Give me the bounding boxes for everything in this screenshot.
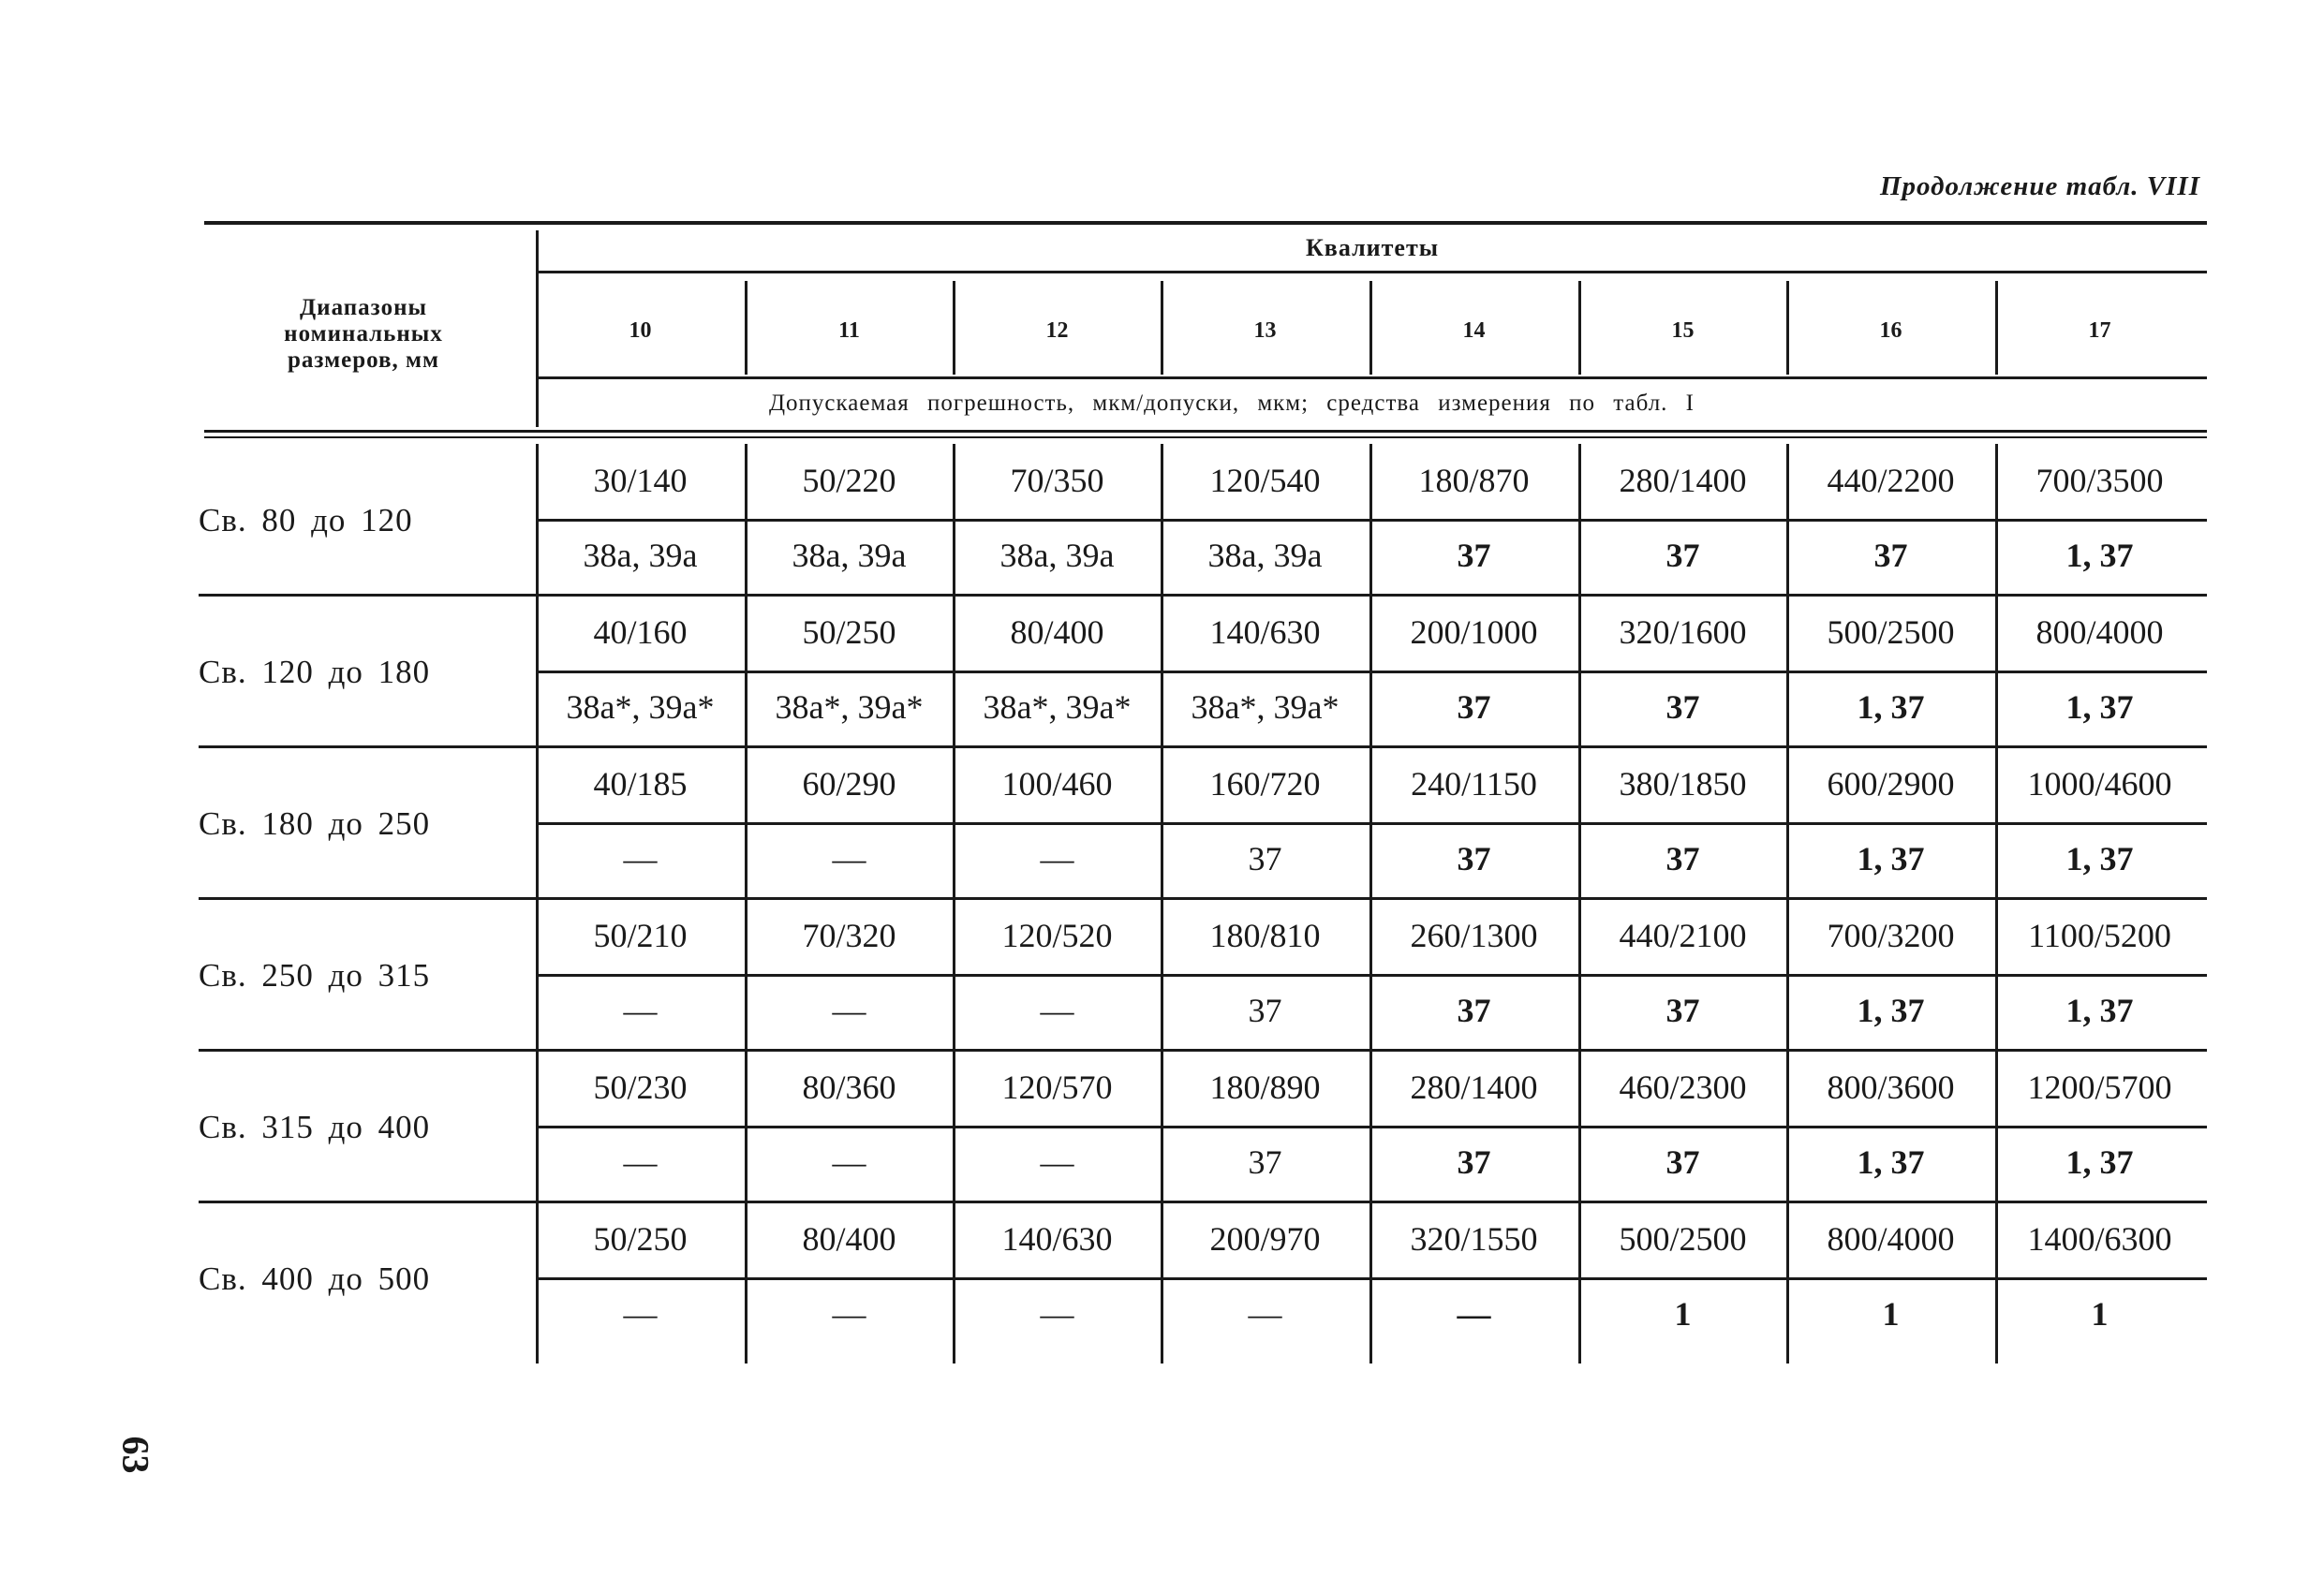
tolerance-cell: 600/2900 — [1827, 765, 1955, 803]
measuring-tool-cell: — — [1457, 1295, 1491, 1333]
tolerance-cell: 30/140 — [593, 462, 688, 499]
range-header-line-1: Диапазоны — [299, 295, 427, 320]
page-number: 63 — [114, 1436, 157, 1474]
measuring-tool-cell: — — [623, 992, 658, 1029]
quality-number-12: 12 — [1045, 318, 1069, 343]
measuring-tool-cell: 1, 37 — [2065, 992, 2134, 1029]
measuring-tool-cell: — — [1040, 992, 1074, 1029]
row-mid-separator — [539, 1126, 2207, 1128]
quality-number-17: 17 — [2088, 318, 2111, 343]
measuring-tool-cell: 37 — [1665, 840, 1700, 877]
measuring-tool-cell: 37 — [1665, 992, 1700, 1029]
tolerance-cell: 50/230 — [593, 1069, 688, 1106]
table-continuation-title: Продолжение табл. VIII — [1879, 171, 2200, 201]
quality-numbers-rule — [539, 376, 2207, 379]
measuring-tool-cell: — — [832, 1295, 866, 1333]
tolerance-cell: 140/630 — [1209, 613, 1321, 651]
tolerance-cell: 160/720 — [1209, 765, 1321, 803]
range-header-line-3: размеров, мм — [287, 347, 440, 373]
row-separator — [199, 897, 2207, 900]
tolerance-cell: 200/1000 — [1410, 613, 1538, 651]
measuring-tool-cell: 1 — [1674, 1295, 1692, 1333]
row-separator — [199, 745, 2207, 748]
tolerance-cell: 180/810 — [1209, 917, 1321, 954]
range-column-header — [204, 295, 523, 374]
measuring-tool-cell: — — [1040, 1295, 1074, 1333]
measuring-tool-cell: 37 — [1457, 840, 1491, 877]
quality-divider — [1369, 281, 1372, 375]
measuring-tool-cell: 1, 37 — [1857, 1143, 1925, 1181]
measuring-tool-cell: 37 — [1248, 840, 1282, 877]
tolerance-cell: 500/2500 — [1827, 613, 1955, 651]
measuring-tool-cell: — — [832, 1143, 866, 1181]
quality-divider — [953, 281, 955, 375]
tolerance-cell: 50/210 — [593, 917, 688, 954]
row-separator — [199, 594, 2207, 597]
row-mid-separator — [539, 519, 2207, 522]
measuring-tool-cell: 1, 37 — [2065, 688, 2134, 726]
measuring-tool-cell: 37 — [1665, 537, 1700, 574]
row-label: Св. 120 до 180 — [199, 654, 431, 690]
tolerance-cell: 320/1550 — [1410, 1220, 1538, 1258]
tolerance-cell: 40/160 — [593, 613, 688, 651]
tolerance-cell: 140/630 — [1001, 1220, 1113, 1258]
measuring-tool-cell: 37 — [1873, 537, 1908, 574]
measuring-tool-cell: 38а, 39а — [1207, 537, 1323, 574]
measuring-tool-cell: — — [832, 840, 866, 877]
tolerance-cell: 200/970 — [1209, 1220, 1321, 1258]
quality-divider — [1161, 281, 1163, 375]
measuring-tool-cell: 38а*, 39а* — [566, 688, 715, 726]
quality-divider — [1786, 281, 1789, 375]
tolerance-cell: 500/2500 — [1619, 1220, 1747, 1258]
tolerance-cell: 440/2100 — [1619, 917, 1747, 954]
tolerance-cell: 320/1600 — [1619, 613, 1747, 651]
tolerance-cell: 260/1300 — [1410, 917, 1538, 954]
tolerance-cell: 1400/6300 — [2027, 1220, 2172, 1258]
range-header-line-2: номинальных — [284, 321, 443, 346]
tolerance-cell: 80/400 — [1010, 613, 1104, 651]
measuring-tool-cell: 1, 37 — [2065, 537, 2134, 574]
row-label: Св. 80 до 120 — [199, 502, 413, 538]
measuring-tool-cell: — — [1040, 1143, 1074, 1181]
header-bottom-rule-2 — [204, 436, 2207, 438]
measuring-tool-cell: 37 — [1457, 1143, 1491, 1181]
tolerance-cell: 40/185 — [593, 765, 688, 803]
measuring-tool-cell: — — [832, 992, 866, 1029]
measuring-tool-cell: 1, 37 — [1857, 688, 1925, 726]
measuring-tool-cell: 38а*, 39а* — [983, 688, 1132, 726]
tolerance-cell: 70/350 — [1010, 462, 1104, 499]
tolerance-cell: 70/320 — [802, 917, 896, 954]
measuring-tool-cell: 38а, 39а — [999, 537, 1115, 574]
measurement-note: Допускаемая погрешность, мкм/допуски, мкм; средства измерения по табл. I — [768, 391, 1695, 416]
qualities-header: Квалитеты — [1305, 234, 1440, 261]
row-label: Св. 250 до 315 — [199, 957, 431, 994]
row-mid-separator — [539, 1277, 2207, 1280]
measuring-tool-cell: 37 — [1248, 992, 1282, 1029]
measuring-tool-cell: 37 — [1665, 1143, 1700, 1181]
tolerance-cell: 60/290 — [802, 765, 896, 803]
quality-number-16: 16 — [1879, 318, 1902, 343]
row-mid-separator — [539, 974, 2207, 977]
measuring-tool-cell: — — [623, 1295, 658, 1333]
quality-number-11: 11 — [838, 318, 860, 343]
tolerance-cell: 800/4000 — [2035, 613, 2164, 651]
tolerance-cell: 50/250 — [593, 1220, 688, 1258]
measuring-tool-cell: 37 — [1457, 992, 1491, 1029]
measuring-tool-cell: 1, 37 — [1857, 840, 1925, 877]
tolerance-cell: 120/540 — [1209, 462, 1321, 499]
measuring-tool-cell: — — [1040, 840, 1074, 877]
measuring-tool-cell: 38а, 39а — [792, 537, 907, 574]
measuring-tool-cell: 37 — [1248, 1143, 1282, 1181]
tolerance-cell: 700/3200 — [1827, 917, 1955, 954]
measuring-tool-cell: 1, 37 — [2065, 1143, 2134, 1181]
row-separator — [199, 1201, 2207, 1203]
tolerance-cell: 240/1150 — [1411, 765, 1537, 803]
measuring-tool-cell: — — [1248, 1295, 1282, 1333]
tolerance-cell: 460/2300 — [1619, 1069, 1747, 1106]
tolerance-cell: 180/890 — [1209, 1069, 1321, 1106]
quality-number-14: 14 — [1462, 318, 1486, 343]
measuring-tool-cell: 38а, 39а — [583, 537, 698, 574]
table-top-rule — [204, 221, 2207, 225]
tolerance-cell: 1000/4600 — [2027, 765, 2172, 803]
quality-number-10: 10 — [629, 318, 652, 343]
measuring-tool-cell: 37 — [1457, 688, 1491, 726]
tolerance-cell: 380/1850 — [1619, 765, 1747, 803]
row-label: Св. 400 до 500 — [199, 1260, 431, 1297]
tolerance-cell: 100/460 — [1001, 765, 1113, 803]
measuring-tool-cell: 37 — [1665, 688, 1700, 726]
tolerance-cell: 800/4000 — [1827, 1220, 1955, 1258]
measuring-tool-cell: 1, 37 — [2065, 840, 2134, 877]
row-mid-separator — [539, 822, 2207, 825]
row-label: Св. 180 до 250 — [199, 805, 431, 842]
tolerance-cell: 50/250 — [802, 613, 896, 651]
row-mid-separator — [539, 671, 2207, 673]
tolerance-cell: 50/220 — [802, 462, 896, 499]
tolerance-cell: 800/3600 — [1827, 1069, 1955, 1106]
measuring-tool-cell: 1 — [2091, 1295, 2109, 1333]
qualities-rule — [539, 271, 2207, 273]
tolerance-cell: 1100/5200 — [2028, 917, 2171, 954]
measuring-tool-cell: 38а*, 39а* — [775, 688, 924, 726]
tolerance-cell: 700/3500 — [2035, 462, 2164, 499]
row-separator — [199, 1049, 2207, 1052]
measuring-tool-cell: — — [623, 840, 658, 877]
header-bottom-rule-1 — [204, 430, 2207, 433]
tolerance-cell: 1200/5700 — [2027, 1069, 2172, 1106]
tolerance-cell: 440/2200 — [1827, 462, 1955, 499]
quality-divider — [1995, 281, 1998, 375]
measuring-tool-cell: — — [623, 1143, 658, 1181]
quality-number-15: 15 — [1671, 318, 1695, 343]
tolerance-cell: 280/1400 — [1619, 462, 1747, 499]
tolerance-cell: 280/1400 — [1410, 1069, 1538, 1106]
measuring-tool-cell: 38а*, 39а* — [1191, 688, 1340, 726]
measuring-tool-cell: 1 — [1882, 1295, 1900, 1333]
measuring-tool-cell: 37 — [1457, 537, 1491, 574]
quality-divider — [1578, 281, 1581, 375]
tolerance-cell: 120/570 — [1001, 1069, 1113, 1106]
tolerance-cell: 180/870 — [1418, 462, 1530, 499]
tolerance-cell: 80/400 — [802, 1220, 896, 1258]
quality-divider — [745, 281, 748, 375]
tolerance-cell: 80/360 — [802, 1069, 896, 1106]
measuring-tool-cell: 1, 37 — [1857, 992, 1925, 1029]
row-label: Св. 315 до 400 — [199, 1109, 431, 1145]
tolerance-cell: 120/520 — [1001, 917, 1113, 954]
quality-number-13: 13 — [1253, 318, 1277, 343]
